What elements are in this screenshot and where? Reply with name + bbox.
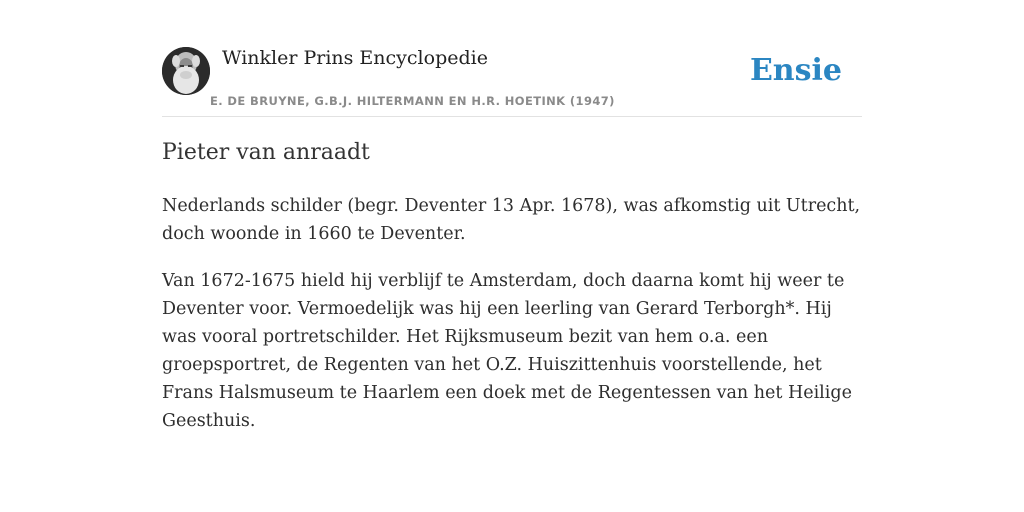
article-paragraph: Nederlands schilder (begr. Deventer 13 Apr. 1678), was afkomstig uit Utrecht, doch woonde in 1660 te Deventer. <box>162 196 861 244</box>
source-title[interactable]: Winkler Prins Encyclopedie <box>222 47 488 69</box>
author-avatar[interactable] <box>162 47 210 95</box>
ensie-logo-link[interactable]: Ensie <box>749 53 842 88</box>
article-title: Pieter van anraadt <box>162 140 370 165</box>
article-paragraph: Van 1672-1675 hield hij verblijf te Amsterdam, doch daarna komt hij weer te Deventer voor. Vermoedelijk was hij een leerling van Gerard Terborgh*. Hij was vooral portretschilder. Het Rijksmuseum bezit van hem o.a. een groepsportret, de Regenten van het O.Z. Huiszittenhuis voorstellende, het Frans Halsmuseum te Haarlem een doek met de Regentessen van het Heilige Geesthuis. <box>162 271 852 431</box>
source-header <box>162 46 862 117</box>
source-authors: E. DE BRUYNE, G.B.J. HILTERMANN EN H.R. HOETINK (1947) <box>210 94 615 108</box>
portrait-image <box>162 47 210 95</box>
article-body <box>162 192 864 454</box>
